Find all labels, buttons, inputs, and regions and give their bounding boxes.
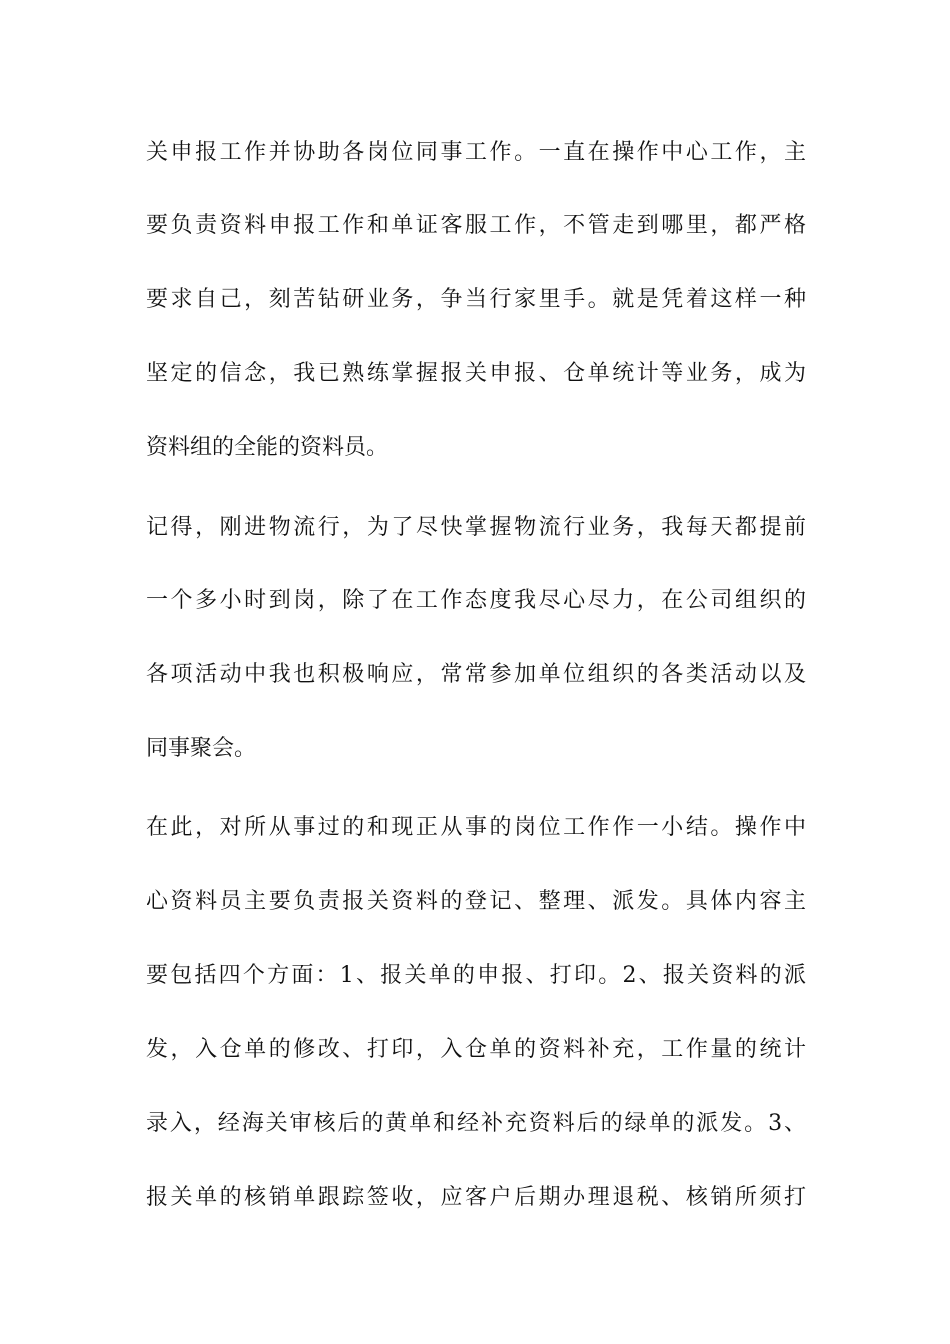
text-line: 心资料员主要负责报关资料的登记、整理、派发。具体内容主 [146,889,806,914]
text-line: 一个多小时到岗，除了在工作态度我尽心尽力，在公司组织的 [146,588,806,613]
text-line: 各项活动中我也积极响应，常常参加单位组织的各类活动以及 [146,662,806,687]
text-line: 录入，经海关审核后的黄单和经补充资料后的绿单的派发。3、 [146,1111,806,1136]
text-line: 要负责资料申报工作和单证客服工作，不管走到哪里，都严格 [146,213,806,238]
text-line: 资料组的全能的资料员。 [146,435,389,460]
text-line: 关申报工作并协助各岗位同事工作。一直在操作中心工作，主 [146,140,806,165]
text-line: 在此，对所从事过的和现正从事的岗位工作作一小结。操作中 [146,815,806,840]
text-line: 报关单的核销单跟踪签收，应客户后期办理退税、核销所须打 [146,1185,806,1210]
text-line: 要求自己，刻苦钻研业务，争当行家里手。就是凭着这样一种 [146,287,806,312]
text-line: 同事聚会。 [146,736,257,761]
text-line: 记得，刚进物流行，为了尽快掌握物流行业务，我每天都提前 [146,515,806,540]
text-line: 坚定的信念，我已熟练掌握报关申报、仓单统计等业务，成为 [146,361,806,386]
text-line: 发，入仓单的修改、打印，入仓单的资料补充，工作量的统计 [146,1037,806,1062]
text-line: 要包括四个方面：1、报关单的申报、打印。2、报关资料的派 [146,963,806,988]
